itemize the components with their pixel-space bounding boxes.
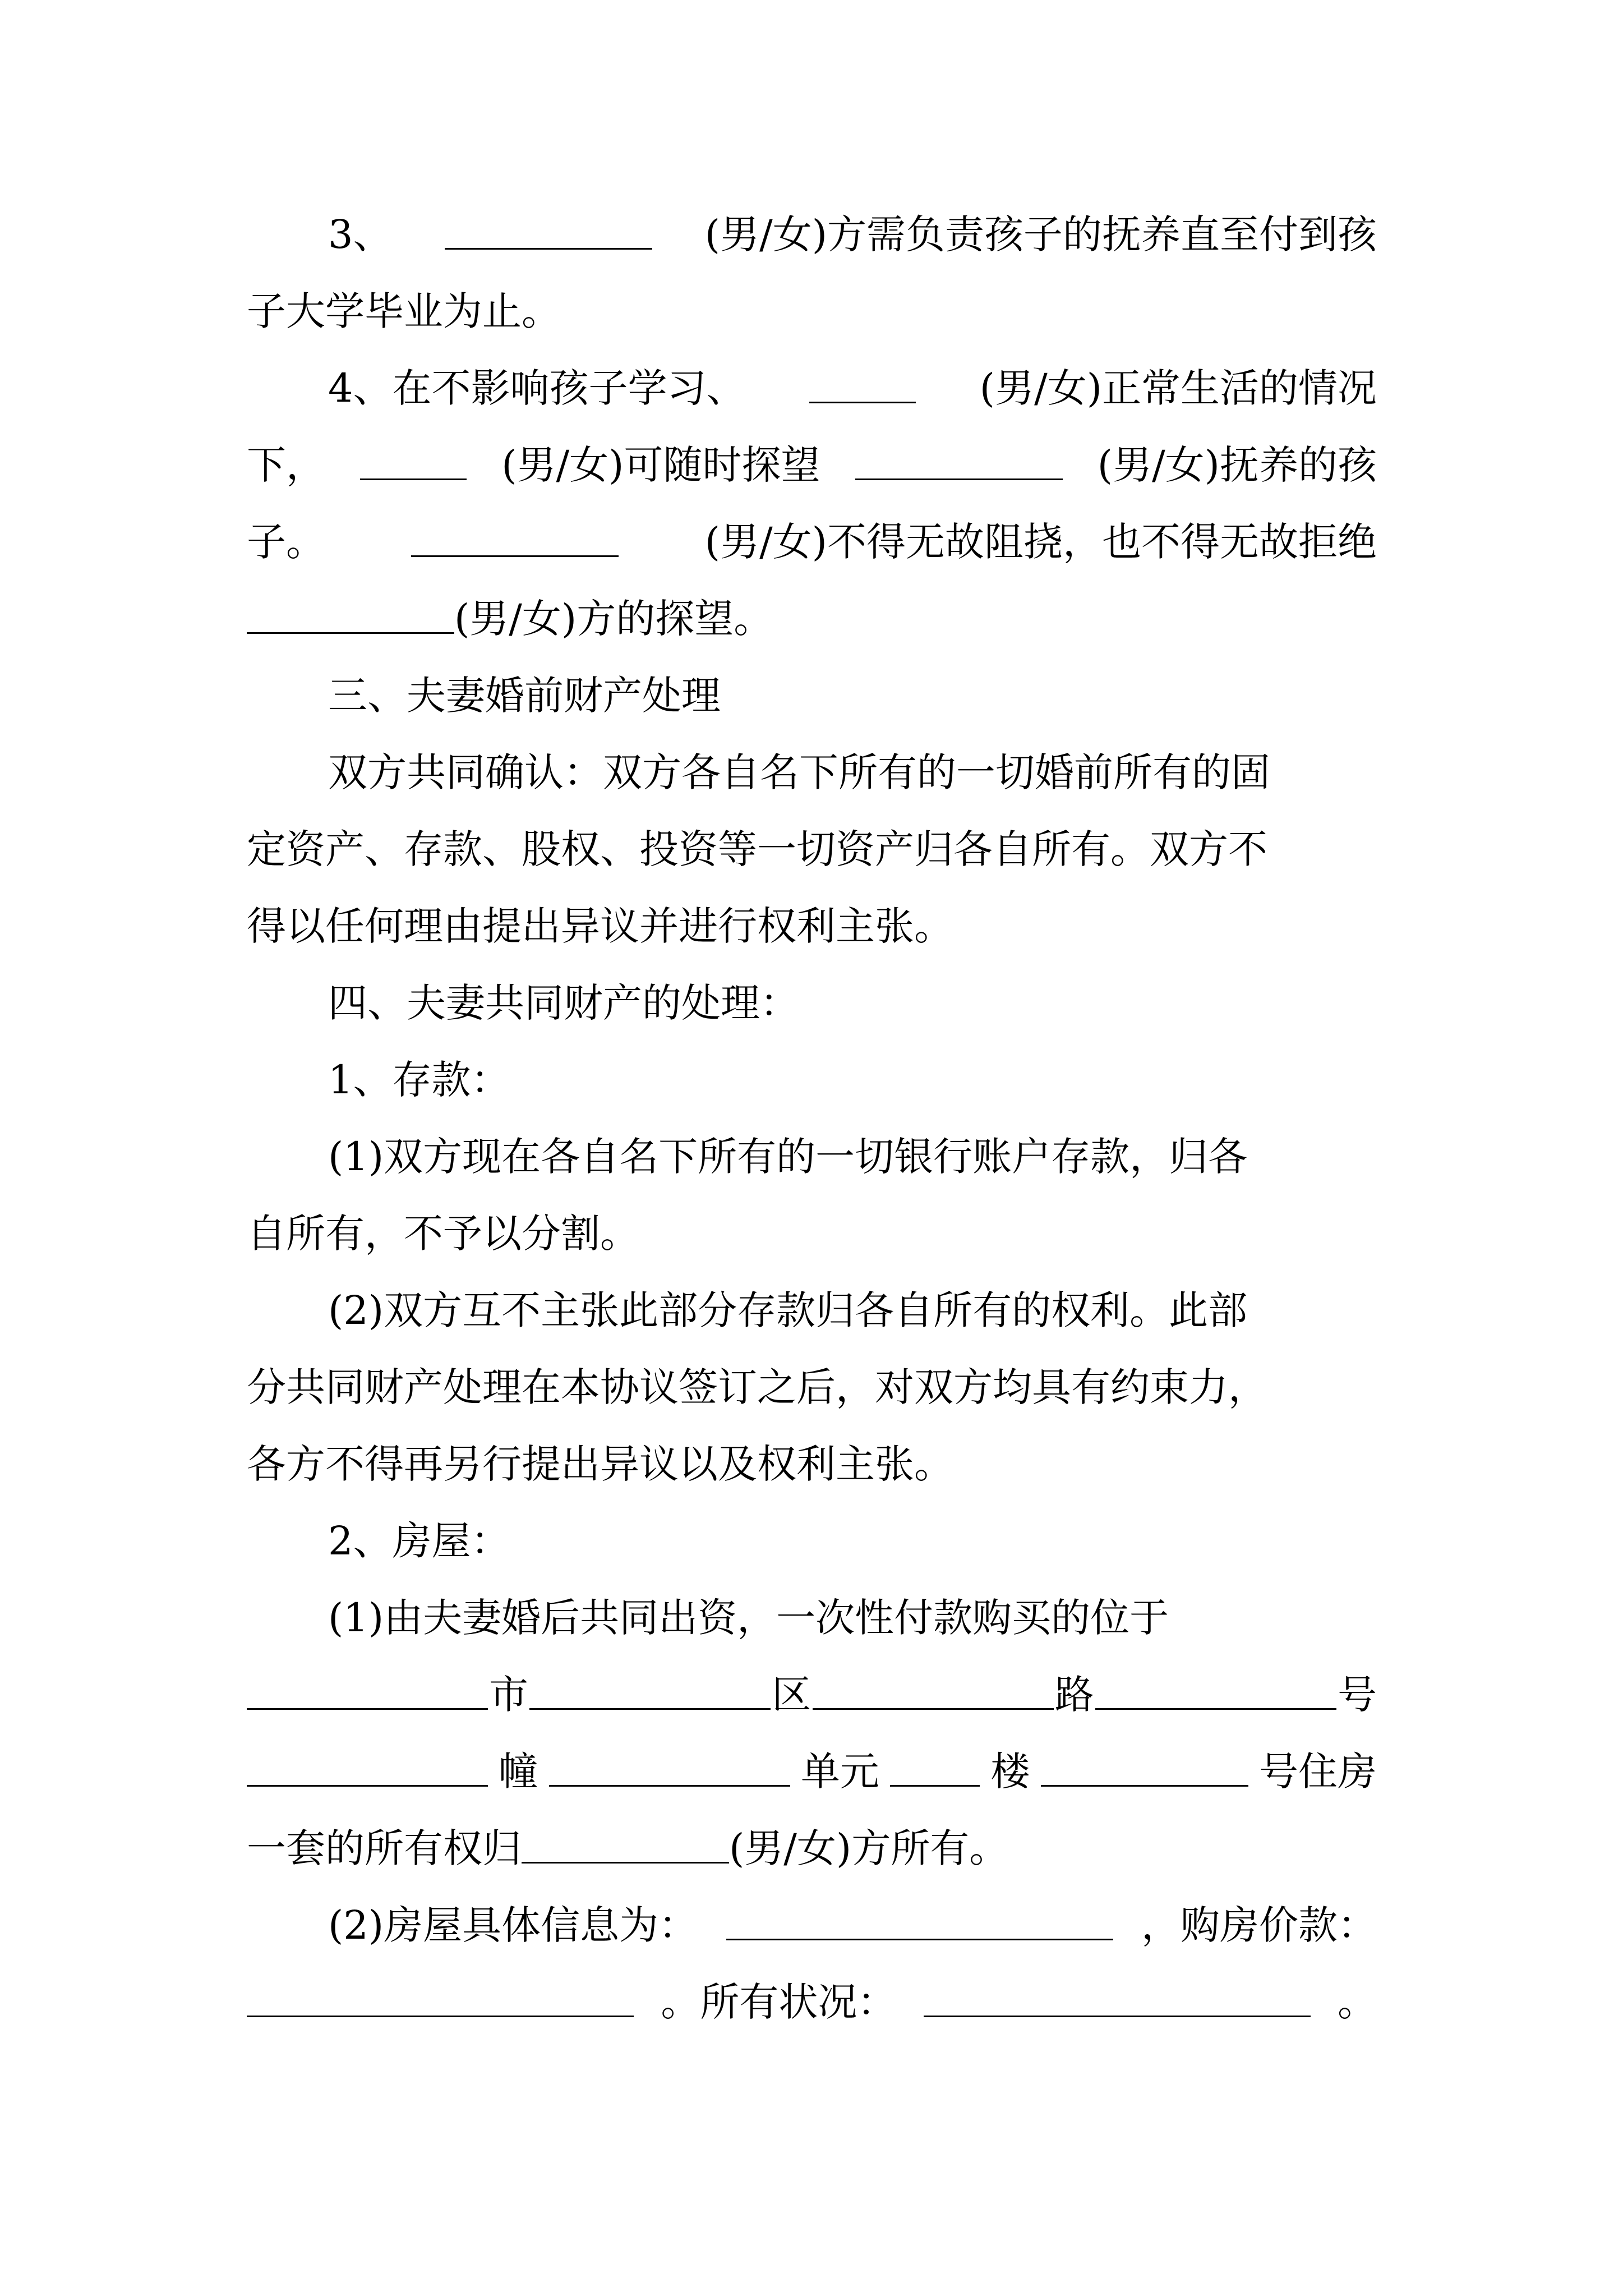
text-line (247, 1349, 1377, 1426)
fill-in-blank (445, 247, 652, 250)
text-line (247, 1426, 1377, 1503)
text-line (247, 350, 1377, 427)
text-line (247, 581, 1377, 657)
text-segment: 1、存款： (328, 1057, 510, 1103)
fill-in-blank (890, 1784, 980, 1787)
text-segment: 2、房屋： (328, 1518, 510, 1564)
text-line (247, 504, 1377, 581)
text-segment: 双方共同确认：双方各自名下所有的一切婚前所有的固 (328, 749, 1270, 795)
text-segment: 子大学毕业为止。 (247, 288, 561, 334)
fill-in-blank (726, 1938, 1113, 1940)
text-line (247, 1272, 1377, 1349)
text-segment: 。所有状况： (661, 1979, 897, 2025)
text-line (247, 1119, 1377, 1195)
text-segment: 分共同财产处理在本协议签订之后，对双方均具有约束力， (247, 1364, 1267, 1410)
text-line (247, 427, 1377, 504)
fill-in-blank (522, 1861, 729, 1864)
text-segment: 号 (1337, 1672, 1377, 1718)
text-segment: 各方不得再另行提出异议以及权利主张。 (247, 1441, 953, 1487)
text-segment: 单元 (800, 1749, 879, 1795)
text-segment: 子。 (247, 519, 325, 565)
text-segment: (男/女)方所有。 (729, 1825, 1009, 1871)
text-segment: 得以任何理由提出异议并进行权利主张。 (247, 903, 953, 949)
text-segment: 幢 (499, 1749, 538, 1795)
fill-in-blank (529, 1708, 771, 1710)
text-segment: 定资产、存款、股权、投资等一切资产归各自所有。双方不 (247, 826, 1267, 872)
fill-in-blank (247, 2015, 634, 2017)
fill-in-blank (813, 1708, 1054, 1710)
text-line (247, 1042, 1377, 1119)
text-line (247, 1733, 1377, 1810)
text-segment: (男/女)方的探望。 (454, 596, 773, 642)
text-segment: 四、夫妻共同财产的处理： (328, 980, 799, 1026)
fill-in-blank (1095, 1708, 1336, 1710)
fill-in-blank (1041, 1784, 1248, 1787)
text-segment: (男/女)可随时探望 (501, 442, 820, 488)
text-line (247, 657, 1377, 734)
fill-in-blank (855, 478, 1063, 480)
fill-in-blank (247, 632, 454, 634)
text-line (247, 1964, 1377, 2041)
text-segment: 楼 (990, 1749, 1030, 1795)
text-line (247, 1503, 1377, 1580)
text-segment: 市 (489, 1672, 529, 1718)
text-line (247, 1195, 1377, 1272)
text-segment: (1)双方现在各自名下所有的一切银行账户存款，归各 (328, 1134, 1248, 1180)
text-line (247, 196, 1377, 273)
text-segment: 号住房 (1258, 1749, 1377, 1795)
text-segment: 三、夫妻婚前财产处理 (328, 673, 721, 719)
text-segment: 一套的所有权归 (247, 1825, 522, 1871)
text-line (247, 888, 1377, 965)
text-line (247, 965, 1377, 1042)
text-line (247, 811, 1377, 888)
text-segment: 自所有，不予以分割。 (247, 1211, 639, 1257)
text-segment: 路 (1054, 1672, 1094, 1718)
document-body (247, 196, 1377, 2041)
fill-in-blank (360, 478, 467, 480)
text-segment: (1)由夫妻婚后共同出资，一次性付款购买的位于 (328, 1595, 1169, 1641)
text-line (247, 734, 1377, 811)
text-segment: (男/女)方需负责孩子的抚养直至付到孩 (704, 211, 1377, 257)
fill-in-blank (247, 1784, 488, 1787)
fill-in-blank (247, 1708, 488, 1710)
text-segment: 。 (1337, 1979, 1377, 2025)
fill-in-blank (809, 401, 916, 403)
text-line (247, 1580, 1377, 1657)
text-segment: ，购房价款： (1141, 1902, 1377, 1948)
text-segment: (男/女)正常生活的情况 (979, 365, 1377, 411)
text-line (247, 1887, 1377, 1964)
text-line (247, 273, 1377, 350)
fill-in-blank (549, 1784, 790, 1787)
text-segment: 区 (772, 1672, 811, 1718)
text-line (247, 1810, 1377, 1887)
text-segment: (男/女)抚养的孩 (1097, 442, 1377, 488)
fill-in-blank (411, 555, 619, 557)
text-segment: (2)房屋具体信息为： (328, 1902, 698, 1948)
text-segment: (男/女)不得无故阻挠，也不得无故拒绝 (704, 519, 1377, 565)
text-segment: 4、在不影响孩子学习、 (328, 365, 746, 411)
text-line (247, 1657, 1377, 1733)
text-segment: 3、 (328, 211, 393, 257)
text-segment: (2)双方互不主张此部分存款归各自所有的权利。此部 (328, 1287, 1248, 1333)
fill-in-blank (924, 2015, 1311, 2017)
text-segment: 下， (247, 442, 325, 488)
